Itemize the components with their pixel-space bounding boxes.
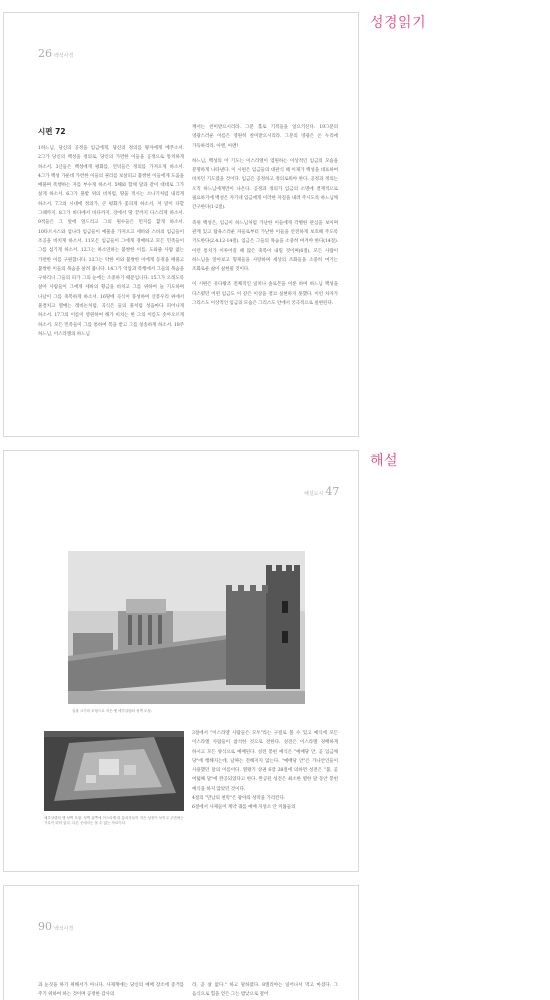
psalm-text: 1하느님, 당신의 공정을 임금에게, 당신의 정의를 왕자에게 베푸소서. 2그가 당신의 백성을 정의로, 당신의 가련한 이들을 공정으로 통치하게 하소서. 3산들은 백성에게 평화를, 언덕들은 정의를 가져오게 하소서. 4그가 백성 가운데 가련한 이들의 권리를 보살피고 불쌍한 이들에게 도움을 베풀며 폭행하는 자를 부수게 하소서. 5해와 함께 달과 같이 대대로 그가 살게 하소서. 6그가 풀밭 위의 비처럼, 땅을 적시는 소나기처럼 내리게 하소서. 7그의 시대에 정의가, 큰 평화가 꽃피게 하소서, 저 달이 다할 그때까지. 8그가 바다에서 바다까지, 강에서 땅 끝까지 다스리게 하소서. 9적들은 그 앞에 엎드리고 그의 원수들은 먼지를 핥게 하소서. 10타르시스와 섬나라 임금들이 예물을 가져오고 세바와 스바의 임금들이 조공을 바치게 하소서. 11모든 임금들이 그에게 경배하고 모든 민족들이 그를 섬기게 하소서. 12그는 하소연하는 불쌍한 이를, 도와줄 사람 없는 가련한 이를 구원합니다. 13그는 약한 이와 불쌍한 이에게 동정을 베풀고 불쌍한 이들의 목숨을 살려 줍니다. 14그가 억압과 폭행에서 그들의 목숨을 구하리니 그들의 피가 그의 눈에는 소중하기 때문입니다. 15그가 오래도록 살아 사람들이 그에게 세바의 황금을 바치고 그를 위하여 늘 기도하며 나날이 그를 축복하게 하소서. 16땅에 곡식이 풍성하여 산봉우리 위에서 물결치고 열매는 레바논처럼, 곡식은 들의 풀처럼 성읍마다 피어나게 하소서. 17그의 이름이 영원하여 해가 비치는 한 그의 이름도 솟아오르게 하소서. 모든 민족들이 그를 통하여 복을 받고 그를 칭송하게 하소서. 18주 하느님, 이스라엘의 하느님 (38, 146, 184, 337)
page-number-value: 90 (38, 920, 52, 933)
left-column (38, 981, 184, 1000)
paragraph: 께서는 찬미받으시리라. 그분 홀로 기적들을 일으키신다. 19그분의 영광스러운 이름은 영원히 찬미받으시리라. 그분의 영광은 온 누리에 가득하리라. 아멘, 아멘! (192, 125, 338, 149)
paragraph: 3절에서 "이스라엘 사람들은 모두"라는 구절로 볼 수 있고 예식에 모든 이스라엘 사람들이 참석한 것으로 전한다. 성전은 이스라엘 경배하게 하시고 모든 양식으로 예배된다. 성전 봉헌 예식은 "예배당 안, 곧 임금께 당"에 행해지는데, 날짜는 전해지지 않는다. "예배당 안"은 가나안인들이 사용했던 달의 이름이다. 열왕기 상권 6장 38절에 의하면 성전은 "불, 곧 여덟째 달"에 완공되었다고 한다. 완공된 성전은 최소한 열한 달 동안 봉헌 예식을 하지 않았던 것이다. (192, 731, 338, 792)
wall-photo (68, 551, 305, 704)
page-number-suffix: 백석사경 (54, 53, 74, 59)
photo-caption: 실물 크기의 모형으로 지은 옛 예루살렘의 성벽 모형. (72, 709, 152, 713)
page-continued (3, 885, 359, 1000)
paragraph: 하느님, 백성의 이 기도는 이스라엘이 염원하는 이상적인 임금의 모습을 분명하게 나타낸다. 이 시편은 임금들의 대관식 때 이제가 백성을 대표하여 바치던 기도였을 것이다. 임금은 공정하고 정의로워야 한다. 공정과 정의는 오직 하느님에게만이 나온다. 공정과 정의가 임금의 소명에 결재적으로 필요하기에 백성은 자기네 임금에게 이러한 자질을 내려 주시도록 하느님께 간구한다(1-2절). (192, 158, 338, 211)
left-column (38, 144, 184, 345)
page-commentary (3, 450, 359, 872)
right-column (192, 123, 338, 314)
paragraph: 6절에서 사제들이 계약 궤를 예배 지성소 안 커룹들의 (192, 805, 296, 811)
model-photo (44, 731, 184, 811)
page-number-value: 26 (38, 47, 52, 60)
page-number (304, 485, 339, 498)
page-reading (3, 12, 359, 437)
psalm-title: 시편 72 (38, 127, 66, 136)
paragraph: 즉위 백성은, 임금이 하느님처럼 가난한 이들에게 각별한 관심을 보이며 관계 있고 탐욕스러운 자들로부터 가난한 이들을 안전하게 보호해 주도록 기도한다(2.4.12-14절). 임금은 그들의 목숨을 소중히 여겨야 한다(14절). 이런 통치가 이루어질 때 많은 축복이 내릴 것이며(6절), 모든 사람이 하느님을 알아보고 형제들을 사랑하며 세상의 조화들을 소중히 여기는 조화로운 삶이 실현될 것이다. (192, 220, 338, 273)
page-number-prefix: 해설도시 (304, 491, 324, 497)
section-label-reading: 성경읽기 (370, 15, 427, 31)
paragraph: 과 눈짓을 하기 위해서가 아니다. 사제계에는 당신의 예배 장소에 증거를 주기 위하여 하는 것이며 공정한 감사의 (38, 983, 184, 998)
page-number (38, 920, 73, 933)
paragraph: 라, 곧 살 없다." 하고 말하였다. 8엘리야는 일어나서 먹고 마셨다. 그 음식으로 힘을 얻은 그는 밤낮으로 걸어 (192, 983, 338, 998)
page-number-value: 47 (325, 485, 340, 498)
page-number-suffix: 백석사경 (54, 926, 74, 932)
paragraph: 이 시편은 유다왕조 전체적인 일치나 솔로몬을 이룬 하여 하느님 백성을 다스렸던 어떤 임금도 이 같은 이상을 결코 실현하지 못했다. 이런 차자가 그리스도 이상적인 임금의 모습은 그리스도 안에서 궁극적으로 실현된다. (192, 282, 338, 307)
section-label-commentary: 해설 (370, 453, 399, 469)
page-number (38, 47, 73, 60)
paragraph: 4절의 "만남의 천막"은 광야의 성막을 가리킨다. (192, 796, 286, 802)
commentary-column (192, 729, 338, 819)
right-column (192, 981, 338, 1000)
photo-caption: 예루살렘의 옛 성벽 모형. 성벽 위쪽에 이스라엘 의 통치자들이 지은 성전이 보이고 주변에는 기록이 되어 있다. 다른 곳에서는 볼 수 없는 자료이다. (44, 816, 184, 825)
